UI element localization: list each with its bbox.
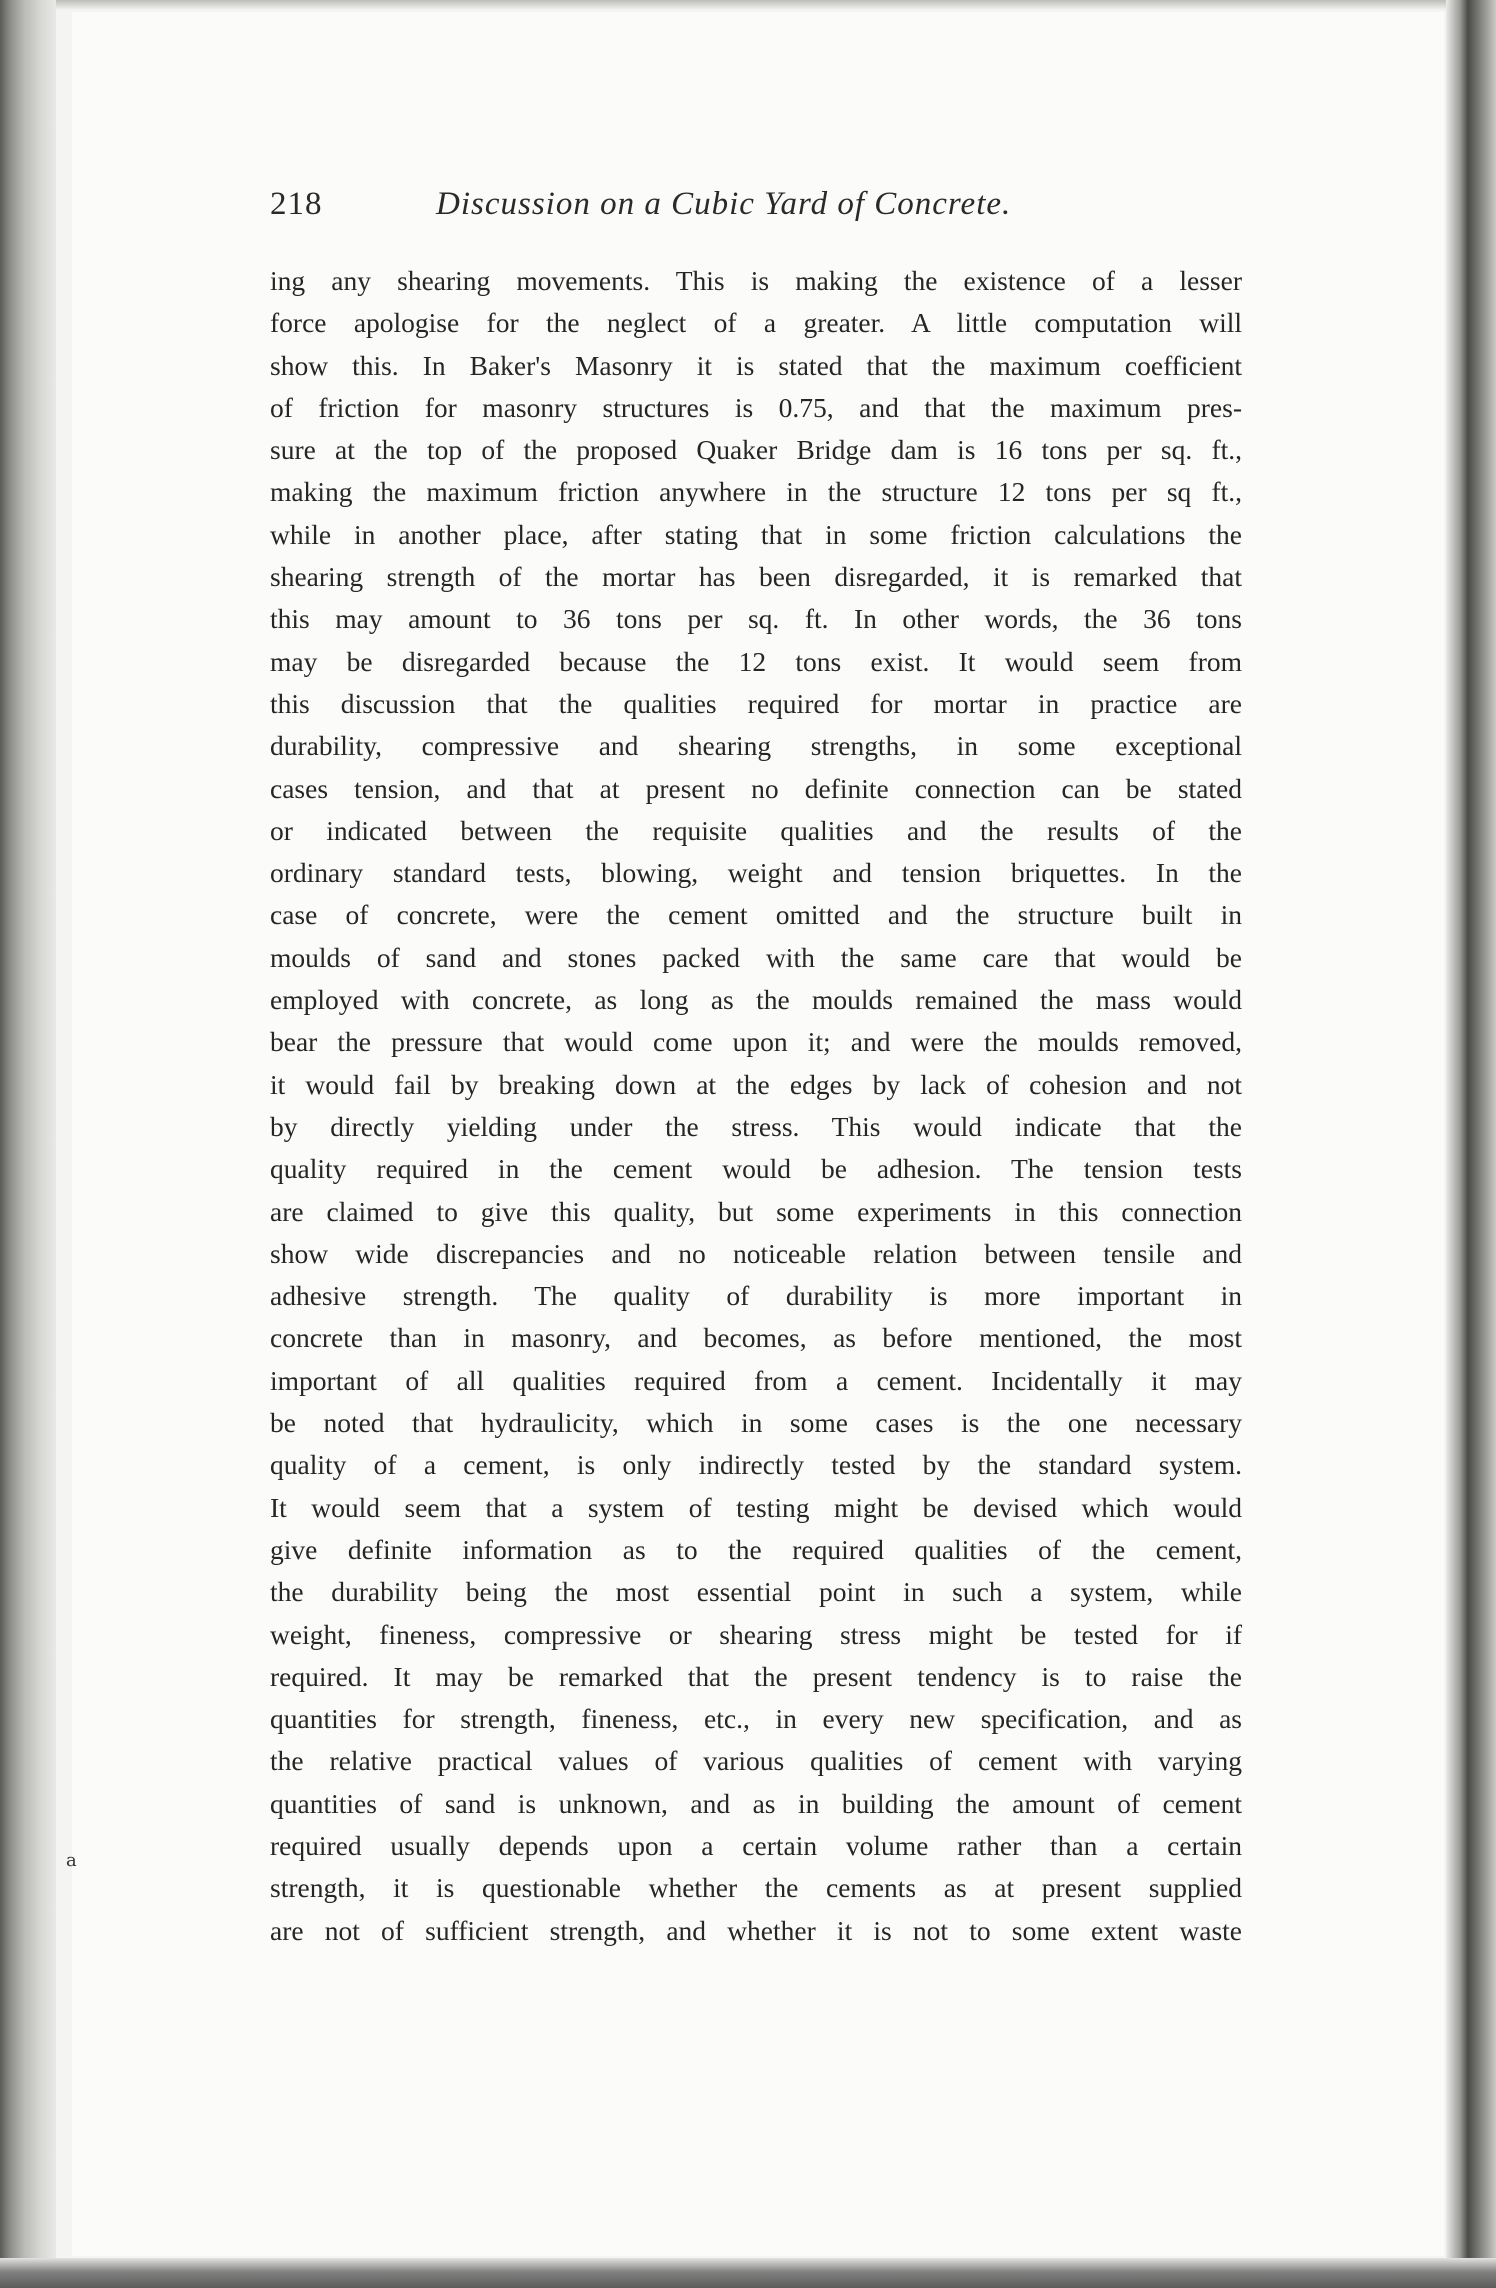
text-line: show this. In Baker's Masonry it is stated that the maximum coefficient bbox=[270, 349, 1242, 381]
text-line: making the maximum friction anywhere in the structure 12 tons per sq ft., bbox=[270, 476, 1242, 508]
right-page-edge bbox=[1446, 0, 1496, 2288]
book-binding-edge bbox=[0, 0, 56, 2288]
text-line: are not of sufficient strength, and whether it is not to some extent waste bbox=[270, 1914, 1242, 1946]
text-line: durability, compressive and shearing strengths, in some exceptional bbox=[270, 730, 1242, 762]
text-line: important of all qualities required from a cement. Incidentally it may bbox=[270, 1364, 1242, 1396]
running-title: Discussion on a Cubic Yard of Concrete. bbox=[436, 186, 1012, 222]
text-line: quality required in the cement would be adhesion. The tension tests bbox=[270, 1153, 1242, 1185]
text-line: required usually depends upon a certain volume rather than a certain bbox=[270, 1829, 1242, 1861]
text-line: moulds of sand and stones packed with the same care that would be bbox=[270, 941, 1242, 973]
text-line: the relative practical values of various qualities of cement with varying bbox=[270, 1745, 1242, 1777]
text-line: case of concrete, were the cement omitted and the structure built in bbox=[270, 899, 1242, 931]
text-line: adhesive strength. The quality of durability is more important in bbox=[270, 1280, 1242, 1312]
text-line: sure at the top of the proposed Quaker Bridge dam is 16 tons per sq. ft., bbox=[270, 434, 1242, 466]
text-line: cases tension, and that at present no definite connection can be stated bbox=[270, 772, 1242, 804]
text-line: quantities for strength, fineness, etc., in every new specification, and as bbox=[270, 1703, 1242, 1735]
text-line: of friction for masonry structures is 0.75, and that the maximum pres- bbox=[270, 391, 1242, 423]
page-number: 218 bbox=[270, 186, 323, 222]
text-line: this discussion that the qualities required for mortar in practice are bbox=[270, 687, 1242, 719]
text-line: employed with concrete, as long as the moulds remained the mass would bbox=[270, 984, 1242, 1016]
text-line: show wide discrepancies and no noticeable relation between tensile and bbox=[270, 1237, 1242, 1269]
text-line: quality of a cement, is only indirectly tested by the standard system. bbox=[270, 1449, 1242, 1481]
margin-mark: a bbox=[66, 1850, 77, 1871]
text-line: it would fail by breaking down at the edges by lack of cohesion and not bbox=[270, 1068, 1242, 1100]
page-header bbox=[270, 186, 1250, 242]
text-line: quantities of sand is unknown, and as in building the amount of cement bbox=[270, 1787, 1242, 1819]
text-line: or indicated between the requisite qualities and the results of the bbox=[270, 814, 1242, 846]
text-line: may be disregarded because the 12 tons exist. It would seem from bbox=[270, 645, 1242, 677]
top-page-edge bbox=[56, 0, 1446, 10]
text-line: ordinary standard tests, blowing, weight and tension briquettes. In the bbox=[270, 857, 1242, 889]
text-line: force apologise for the neglect of a greater. A little computation will bbox=[270, 307, 1242, 339]
text-line: the durability being the most essential point in such a system, while bbox=[270, 1576, 1242, 1608]
text-line: give definite information as to the required qualities of the cement, bbox=[270, 1533, 1242, 1565]
text-line: bear the pressure that would come upon it; and were the moulds removed, bbox=[270, 1026, 1242, 1058]
text-line: are claimed to give this quality, but some experiments in this connection bbox=[270, 1195, 1242, 1227]
text-line: ing any shearing movements. This is making the existence of a lesser bbox=[270, 265, 1242, 296]
text-line: be noted that hydraulicity, which in some cases is the one necessary bbox=[270, 1407, 1242, 1439]
bottom-page-edge bbox=[0, 2258, 1496, 2288]
text-line: strength, it is questionable whether the cements as at present supplied bbox=[270, 1872, 1242, 1904]
text-line: weight, fineness, compressive or shearing stress might be tested for if bbox=[270, 1618, 1242, 1650]
text-line: by directly yielding under the stress. This would indicate that the bbox=[270, 1110, 1242, 1142]
body-text bbox=[270, 260, 1242, 1952]
text-line: concrete than in masonry, and becomes, as before mentioned, the most bbox=[270, 1322, 1242, 1354]
text-line: shearing strength of the mortar has been disregarded, it is remarked that bbox=[270, 561, 1242, 593]
text-line: required. It may be remarked that the present tendency is to raise the bbox=[270, 1660, 1242, 1692]
text-line: while in another place, after stating that in some friction calculations the bbox=[270, 518, 1242, 550]
text-line: this may amount to 36 tons per sq. ft. In other words, the 36 tons bbox=[270, 603, 1242, 635]
text-line: It would seem that a system of testing might be devised which would bbox=[270, 1491, 1242, 1523]
